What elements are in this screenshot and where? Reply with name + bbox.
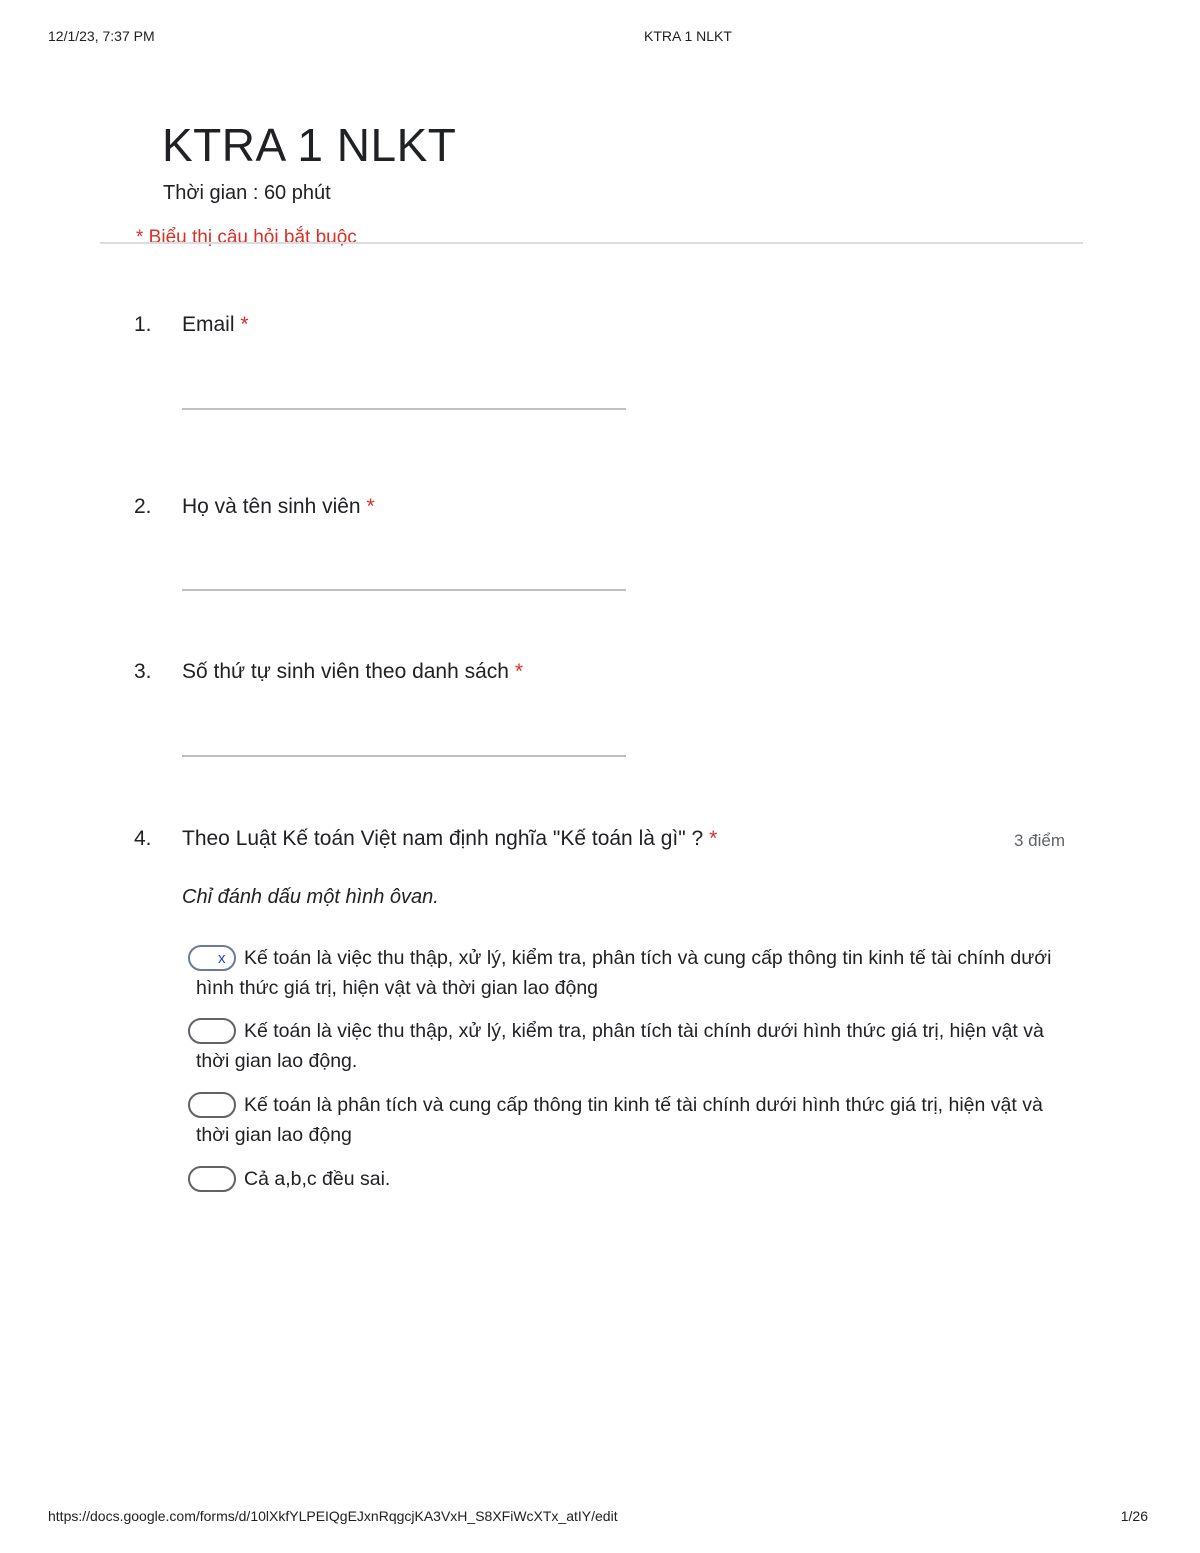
print-doc-title: KTRA 1 NLKT bbox=[644, 28, 732, 44]
question-points: 3 điểm bbox=[1014, 831, 1066, 850]
email-field[interactable] bbox=[182, 408, 626, 410]
print-header bbox=[0, 28, 1200, 48]
required-asterisk: * bbox=[709, 827, 718, 850]
print-doc-title-wrap bbox=[0, 28, 1200, 44]
option-d[interactable] bbox=[188, 1164, 1058, 1194]
question-label: Họ và tên sinh viên bbox=[182, 495, 361, 518]
option-label: Cả a,b,c đều sai. bbox=[244, 1168, 391, 1190]
option-b[interactable] bbox=[188, 1016, 1058, 1076]
option-label: Kế toán là việc thu thập, xử lý, kiểm tra, phân tích tài chính dưới hình thức giá trị, hiện vật và thời gian lao động. bbox=[196, 1020, 1044, 1072]
option-label: Kế toán là việc thu thập, xử lý, kiểm tra, phân tích và cung cấp thông tin kinh tế tài chính dưới hình thức giá trị, hiện vật và thời gian lao động bbox=[196, 947, 1052, 999]
question-number: 1. bbox=[134, 313, 152, 336]
question-number: 2. bbox=[134, 495, 152, 518]
page-number: 1/26 bbox=[1120, 1508, 1148, 1524]
page-url: https://docs.google.com/forms/d/10lXkfYLPEIQgEJxnRqgcjKA3VxH_S8XFiWcXTx_atIY/edit bbox=[48, 1508, 618, 1524]
question-text bbox=[182, 660, 523, 684]
print-datetime: 12/1/23, 7:37 PM bbox=[48, 28, 155, 44]
question-label: Theo Luật Kế toán Việt nam định nghĩa "Kế toán là gì" ? bbox=[182, 827, 704, 850]
question-label: Số thứ tự sinh viên theo danh sách bbox=[182, 660, 509, 683]
required-note: * Biểu thị câu hỏi bắt buộc bbox=[136, 227, 357, 248]
form-description: Thời gian : 60 phút bbox=[163, 182, 331, 204]
question-instruction: Chỉ đánh dấu một hình ôvan. bbox=[182, 886, 439, 908]
question-number: 4. bbox=[134, 827, 152, 850]
header-divider bbox=[100, 242, 1083, 244]
question-text bbox=[182, 827, 717, 851]
question-text bbox=[182, 495, 375, 519]
required-asterisk: * bbox=[366, 495, 375, 518]
option-c[interactable] bbox=[188, 1090, 1058, 1150]
option-a[interactable] bbox=[188, 943, 1058, 1003]
form-title: KTRA 1 NLKT bbox=[162, 119, 457, 171]
radio-oval[interactable] bbox=[188, 1018, 236, 1044]
radio-oval[interactable] bbox=[188, 1166, 236, 1192]
student-number-field[interactable] bbox=[182, 755, 626, 757]
question-text bbox=[182, 313, 249, 337]
full-name-field[interactable] bbox=[182, 589, 626, 591]
required-asterisk: * bbox=[240, 313, 249, 336]
question-number: 3. bbox=[134, 660, 152, 683]
option-label: Kế toán là phân tích và cung cấp thông tin kinh tế tài chính dưới hình thức giá trị, hiện vật và thời gian lao động bbox=[196, 1094, 1043, 1146]
radio-oval[interactable] bbox=[188, 945, 236, 971]
question-label: Email bbox=[182, 313, 235, 336]
selected-mark: x bbox=[218, 950, 226, 967]
radio-oval[interactable] bbox=[188, 1092, 236, 1118]
required-asterisk: * bbox=[514, 660, 524, 683]
